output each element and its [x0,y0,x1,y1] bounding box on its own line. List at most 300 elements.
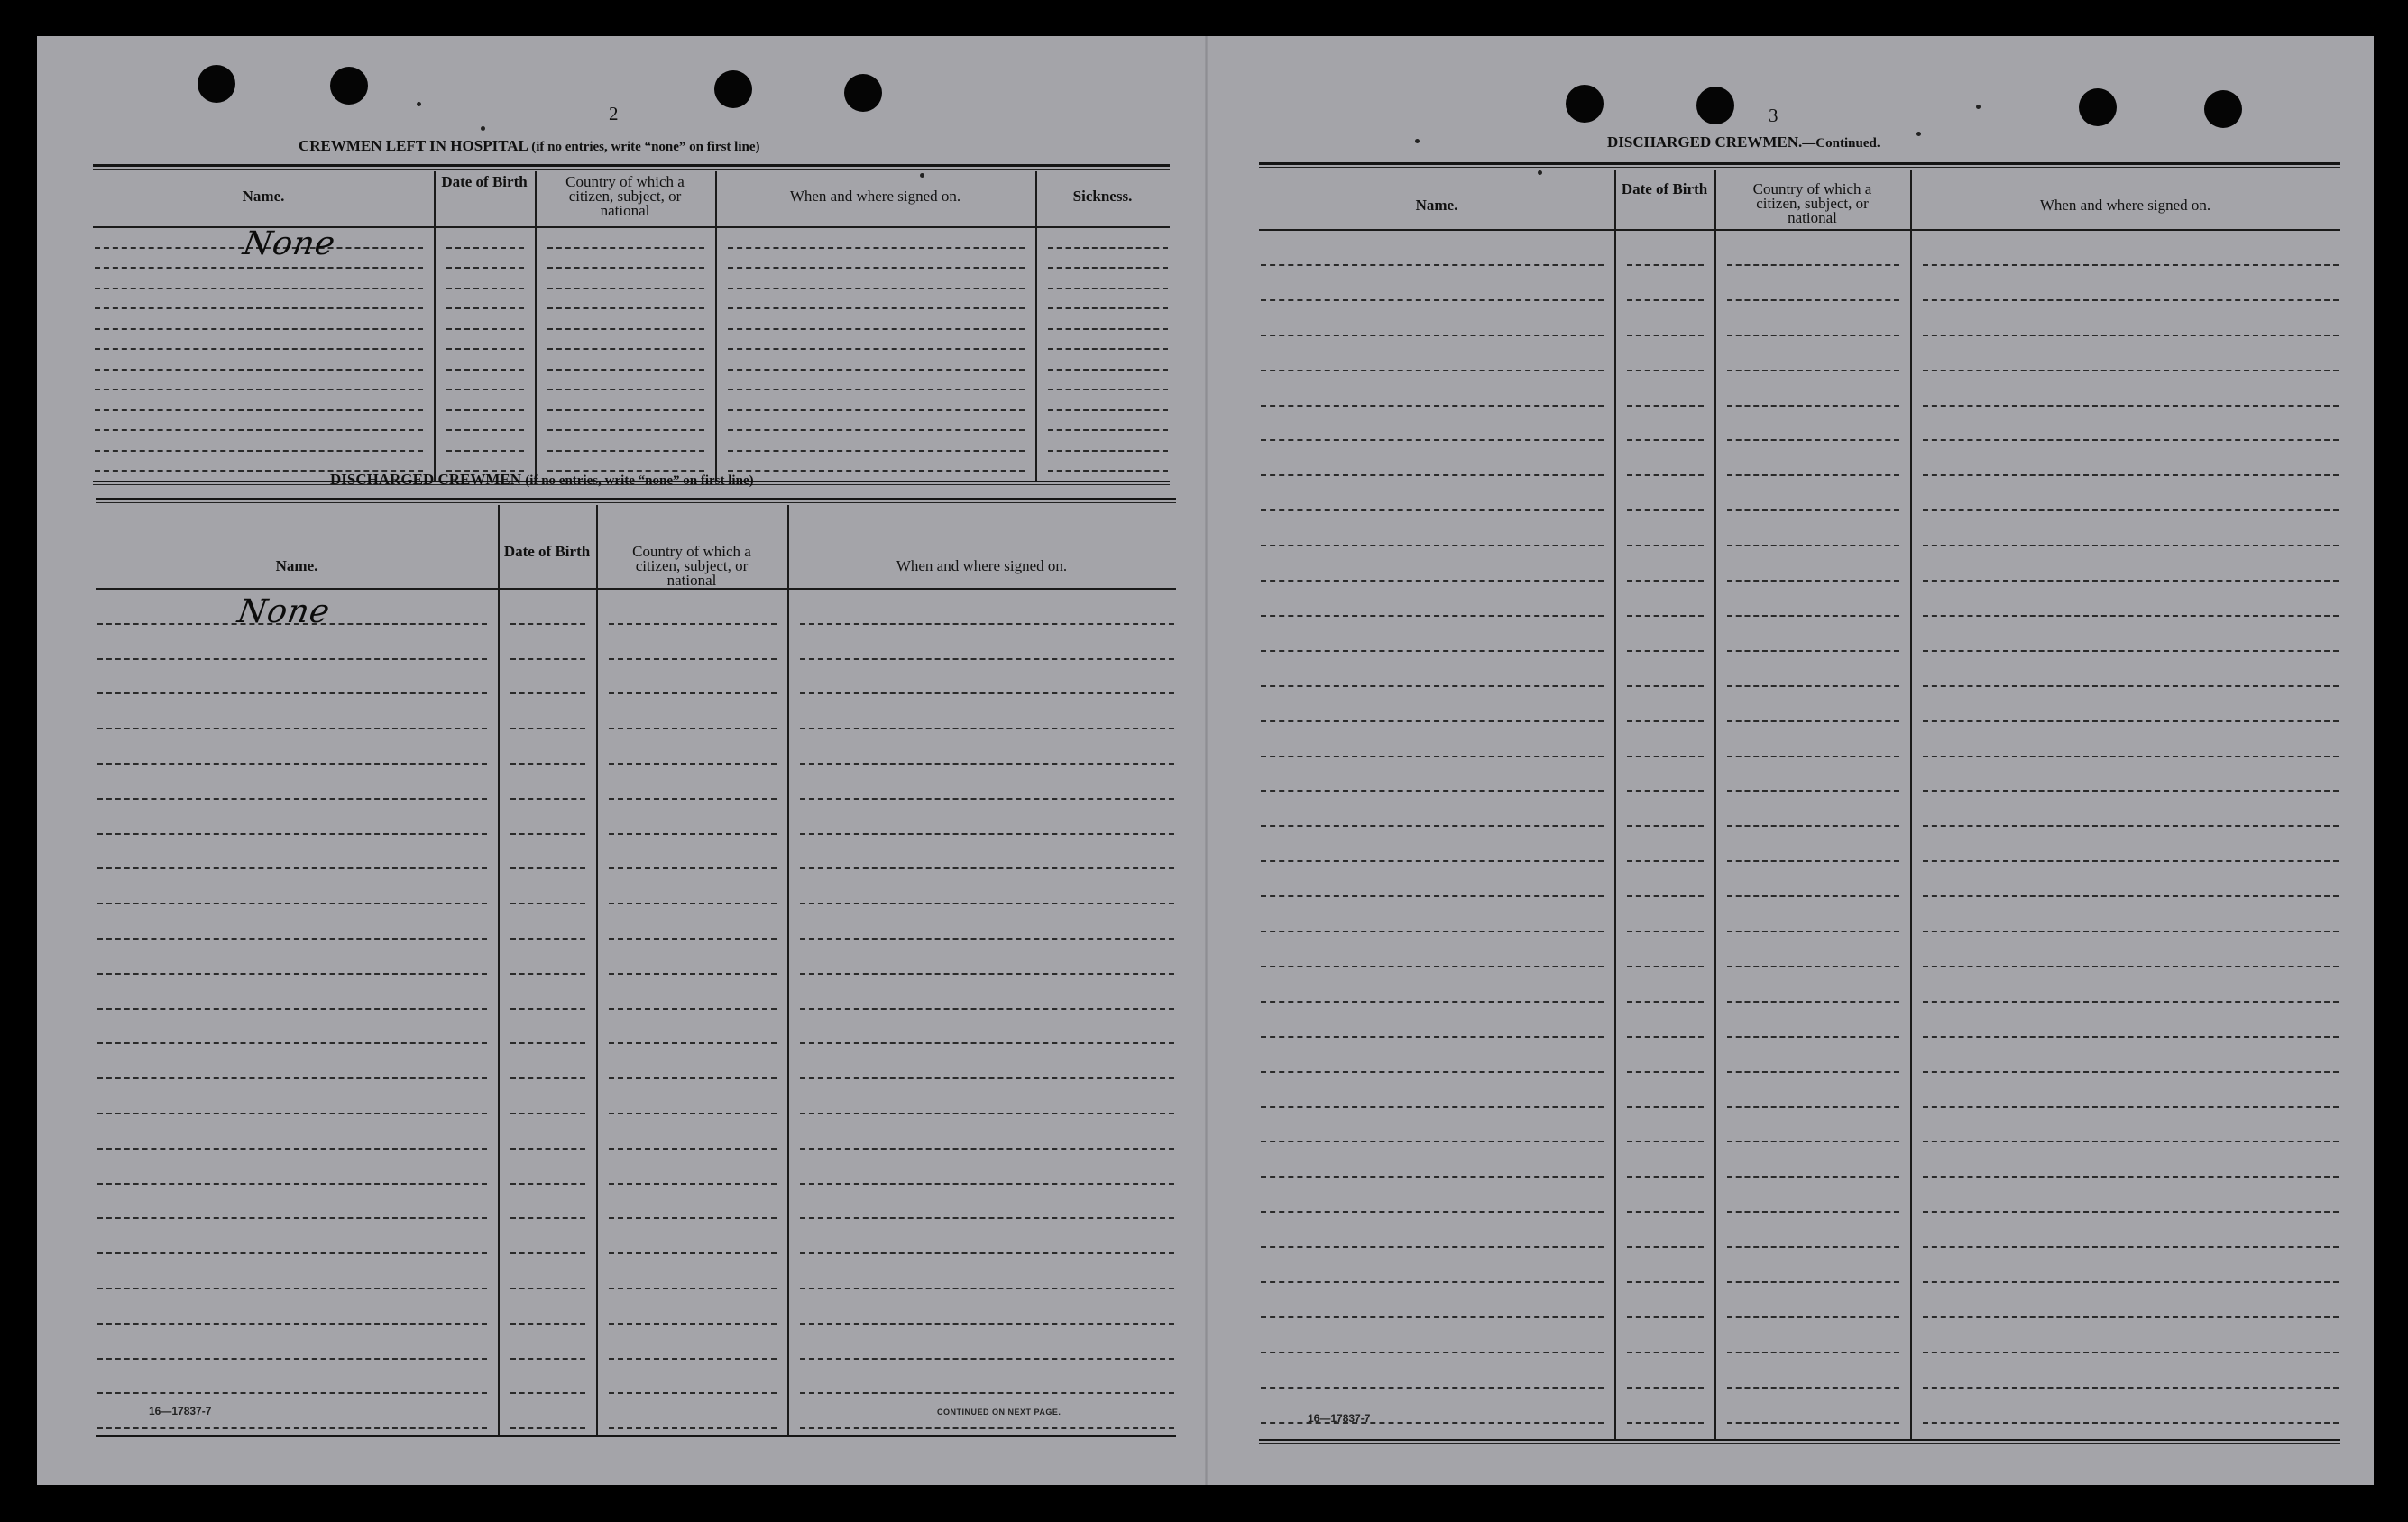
entry-line [1727,825,1899,827]
entry-line [800,1077,1174,1079]
entry-line [97,1358,487,1360]
entry-line [1627,1316,1704,1318]
entry-line [609,1183,777,1185]
entry-line [1923,1001,2339,1003]
entry-line [609,623,777,625]
entry-line [95,450,423,452]
entry-line [609,692,777,694]
entry-line [800,1252,1174,1254]
entry-line [1727,335,1899,336]
column-header: Country of which a citizen, subject, or national [632,543,751,589]
entry-line [1923,1071,2339,1073]
entry-line [510,1427,585,1429]
top-rule-thin [93,169,1170,170]
entry-line [1923,756,2339,757]
entry-line [1727,439,1899,441]
entry-line [510,1148,585,1150]
entry-line [510,1252,585,1254]
entry-line [547,429,704,431]
entry-line [1923,509,2339,511]
entry-line [1627,966,1704,967]
entry-line [1923,1106,2339,1108]
entry-line [97,1288,487,1289]
entry-line [1727,790,1899,792]
entry-line [1923,580,2339,582]
entry-line [1627,895,1704,897]
entry-line [609,728,777,729]
entry-line [728,348,1025,350]
entry-line [97,973,487,975]
entry-line [1727,1001,1899,1003]
entry-line [1727,299,1899,301]
entry-line [1923,966,2339,967]
continued-note: CONTINUED ON NEXT PAGE. [937,1407,1062,1417]
entry-line [1048,288,1168,289]
entry-line [1048,389,1168,390]
entry-line [1261,931,1604,932]
entry-line [728,389,1025,390]
entry-line [800,938,1174,940]
entry-line [446,429,524,431]
entry-line [609,1077,777,1079]
top-rule [1259,162,2340,165]
column-header: Date of Birth [441,173,528,190]
entry-line [1261,545,1604,546]
entry-line [1923,1352,2339,1353]
entry-line [1727,720,1899,722]
entry-line [1048,267,1168,269]
entry-line [95,429,423,431]
column-header: Sickness. [1072,188,1133,205]
entry-line [1261,474,1604,476]
entry-line [1261,825,1604,827]
entry-line [97,1148,487,1150]
column-divider [787,505,789,1435]
entry-line [1627,545,1704,546]
entry-line [1627,1001,1704,1003]
column-header: Date of Birth [503,543,591,560]
entry-line [547,247,704,249]
entry-line [1727,1211,1899,1213]
entry-line [1727,1352,1899,1353]
entry-line [1627,1036,1704,1038]
entry-line [1627,335,1704,336]
entry-line [1261,685,1604,687]
entry-line [728,288,1025,289]
entry-line [1261,1176,1604,1178]
entry-line [800,833,1174,835]
entry-line [1727,895,1899,897]
form-number-right: 16—17837-7 [1308,1412,1371,1425]
entry-line [1261,264,1604,266]
entry-line [97,1008,487,1010]
column-header: When and where signed on. [2039,197,2211,214]
entry-line [1627,509,1704,511]
top-rule [96,498,1176,500]
entry-line [1923,299,2339,301]
entry-line [1627,1211,1704,1213]
entry-line [609,1113,777,1114]
entry-line [547,450,704,452]
speck [481,126,485,131]
entry-line [609,1008,777,1010]
entry-line [1923,1176,2339,1178]
entry-line [446,267,524,269]
entry-line [1923,1281,2339,1283]
entry-line [1627,650,1704,652]
entry-line [1048,429,1168,431]
entry-line [446,369,524,371]
column-header: Country of which a citizen, subject, or national [1752,180,1872,226]
column-divider [715,171,717,481]
entry-line [510,973,585,975]
entry-line [800,1148,1174,1150]
entry-line [800,1427,1174,1429]
entry-line [1923,860,2339,862]
entry-line [1727,509,1899,511]
entry-line [510,1358,585,1360]
entry-line [800,1183,1174,1185]
entry-line [1727,1071,1899,1073]
entry-line [1923,405,2339,407]
entry-line [1923,1141,2339,1142]
entry-line [609,973,777,975]
entry-line [1923,264,2339,266]
entry-line [609,1323,777,1325]
entry-line [1727,860,1899,862]
entry-line [510,692,585,694]
entry-line [510,1392,585,1394]
entry-line [1627,615,1704,617]
entry-line [510,658,585,660]
entry-line [800,692,1174,694]
column-divider [434,171,436,481]
entry-line [1261,299,1604,301]
entry-line [728,470,1025,472]
column-header: Country of which a citizen, subject, or national [565,173,685,219]
discharged-table-left [96,498,1176,1439]
entry-line [1727,1281,1899,1283]
entry-line [1923,931,2339,932]
entry-line [1048,348,1168,350]
entry-line [1627,1352,1704,1353]
speck [1916,132,1921,136]
entry-line [97,1392,487,1394]
column-divider [596,505,598,1435]
entry-line [728,409,1025,411]
entry-line [1923,474,2339,476]
entry-line [510,1323,585,1325]
entry-line [1727,1246,1899,1248]
entry-line [800,1217,1174,1219]
entry-line [1727,580,1899,582]
bottom-rule-thin [1259,1443,2340,1444]
entry-line [609,763,777,765]
entry-line [1627,1176,1704,1178]
entry-line [510,763,585,765]
header-rule [1259,229,2340,231]
top-rule [93,164,1170,167]
entry-line [609,1288,777,1289]
entry-line [547,328,704,330]
entry-line [95,328,423,330]
entry-line [510,798,585,800]
entry-line [1048,470,1168,472]
entry-line [609,938,777,940]
entry-line [1261,650,1604,652]
entry-line [95,307,423,309]
entry-line [1627,756,1704,757]
entry-line [1627,1141,1704,1142]
discharged-continued-title: DISCHARGED CREWMEN.—Continued. [1607,133,1880,151]
handwritten-none-hospital: None [240,225,339,262]
entry-line [97,1113,487,1114]
entry-line [1923,335,2339,336]
entry-line [97,798,487,800]
entry-line [1261,720,1604,722]
entry-line [97,728,487,729]
column-header: When and where signed on. [789,188,961,205]
entry-line [1048,369,1168,371]
entry-line [1048,247,1168,249]
entry-line [1261,1281,1604,1283]
entry-line [1727,615,1899,617]
hospital-table [93,164,1170,484]
handwritten-none-discharged: None [234,593,334,630]
entry-line [1261,509,1604,511]
entry-line [510,623,585,625]
entry-line [1261,370,1604,371]
entry-line [97,692,487,694]
entry-line [1261,1036,1604,1038]
entry-line [97,938,487,940]
entry-line [1627,370,1704,371]
column-header: Name. [1415,197,1458,214]
entry-line [95,389,423,390]
entry-line [1261,895,1604,897]
entry-line [728,328,1025,330]
entry-line [1627,474,1704,476]
entry-line [1627,720,1704,722]
entry-line [609,1358,777,1360]
entry-line [97,867,487,869]
column-divider [1714,170,1716,1439]
entry-line [1923,720,2339,722]
entry-line [1048,328,1168,330]
punch-hole-icon [330,67,368,105]
entry-line [1727,650,1899,652]
entry-line [609,1392,777,1394]
speck [417,102,421,106]
column-divider [1614,170,1616,1439]
entry-line [1727,1106,1899,1108]
entry-line [97,1183,487,1185]
column-header: When and where signed on. [896,557,1068,574]
entry-line [446,348,524,350]
punch-hole-icon [714,70,752,108]
entry-line [1727,1176,1899,1178]
entry-line [95,409,423,411]
entry-line [446,328,524,330]
form-number-left: 16—17837-7 [149,1405,212,1417]
entry-line [728,369,1025,371]
entry-line [97,763,487,765]
entry-line [1923,370,2339,371]
entry-line [1923,650,2339,652]
entry-line [97,903,487,904]
entry-line [446,307,524,309]
entry-line [1261,580,1604,582]
entry-line [728,307,1025,309]
entry-line [1923,825,2339,827]
entry-line [609,833,777,835]
entry-line [1048,409,1168,411]
entry-line [1261,1387,1604,1389]
column-divider [535,171,537,481]
entry-line [1261,1071,1604,1073]
entry-line [1627,439,1704,441]
column-header: Name. [275,557,318,574]
entry-line [547,409,704,411]
entry-line [1261,335,1604,336]
entry-line [609,1427,777,1429]
entry-line [800,623,1174,625]
entry-line [1261,1001,1604,1003]
entry-line [1923,790,2339,792]
entry-line [800,973,1174,975]
entry-line [1727,545,1899,546]
entry-line [1923,1422,2339,1424]
entry-line [1261,756,1604,757]
entry-line [800,728,1174,729]
speck [1976,105,1981,109]
entry-line [1923,895,2339,897]
entry-line [609,1252,777,1254]
discharged-section-title: DISCHARGED CREWMEN (if no entries, write “none” on first line) [330,471,754,488]
entry-line [547,389,704,390]
entry-line [800,763,1174,765]
entry-line [1048,307,1168,309]
entry-line [510,1042,585,1044]
entry-line [1261,860,1604,862]
entry-line [97,1323,487,1325]
entry-line [1923,545,2339,546]
entry-line [510,1183,585,1185]
punch-hole-icon [1566,85,1604,123]
entry-line [510,1008,585,1010]
entry-line [97,1077,487,1079]
entry-line [1923,439,2339,441]
entry-line [1727,405,1899,407]
entry-line [728,267,1025,269]
entry-line [510,728,585,729]
entry-line [800,1042,1174,1044]
entry-line [510,867,585,869]
entry-line [446,389,524,390]
entry-line [1627,1422,1704,1424]
entry-line [800,1008,1174,1010]
entry-line [1627,299,1704,301]
entry-line [1627,860,1704,862]
entry-line [1727,1387,1899,1389]
entry-line [547,307,704,309]
entry-line [95,348,423,350]
entry-line [95,369,423,371]
column-header: Name. [242,188,285,205]
entry-line [1923,1387,2339,1389]
entry-line [728,429,1025,431]
entry-line [800,658,1174,660]
entry-line [510,833,585,835]
entry-line [1627,825,1704,827]
entry-line [1627,790,1704,792]
entry-line [547,288,704,289]
entry-line [1627,931,1704,932]
page-fold [1205,36,1208,1485]
entry-line [800,1392,1174,1394]
entry-line [800,1113,1174,1114]
entry-line [1727,1141,1899,1142]
entry-line [609,867,777,869]
entry-line [1261,1211,1604,1213]
entry-line [728,450,1025,452]
entry-line [547,369,704,371]
entry-line [1261,439,1604,441]
entry-line [1261,1316,1604,1318]
punch-hole-icon [844,74,882,112]
entry-line [1261,405,1604,407]
entry-line [547,348,704,350]
entry-line [1048,450,1168,452]
page-number-left: 2 [609,103,619,124]
top-rule-thin [96,502,1176,503]
entry-line [609,798,777,800]
top-rule-thin [1259,167,2340,168]
bottom-rule [96,1435,1176,1437]
column-divider [1035,171,1037,481]
entry-line [1727,1036,1899,1038]
entry-line [1923,1036,2339,1038]
entry-line [1627,685,1704,687]
entry-line [1727,931,1899,932]
column-divider [498,505,500,1435]
entry-line [1923,615,2339,617]
entry-line [510,903,585,904]
entry-line [1727,1316,1899,1318]
entry-line [1627,1281,1704,1283]
entry-line [1923,685,2339,687]
entry-line [800,1358,1174,1360]
entry-line [1727,685,1899,687]
entry-line [1261,1246,1604,1248]
entry-line [1727,1422,1899,1424]
entry-line [1727,370,1899,371]
punch-hole-icon [2079,88,2117,126]
header-rule [96,588,1176,590]
entry-line [446,409,524,411]
entry-line [800,1288,1174,1289]
entry-line [97,658,487,660]
entry-line [510,1077,585,1079]
entry-line [800,798,1174,800]
entry-line [446,247,524,249]
entry-line [609,1148,777,1150]
entry-line [1923,1316,2339,1318]
entry-line [97,1252,487,1254]
entry-line [95,288,423,289]
entry-line [95,267,423,269]
entry-line [1627,264,1704,266]
